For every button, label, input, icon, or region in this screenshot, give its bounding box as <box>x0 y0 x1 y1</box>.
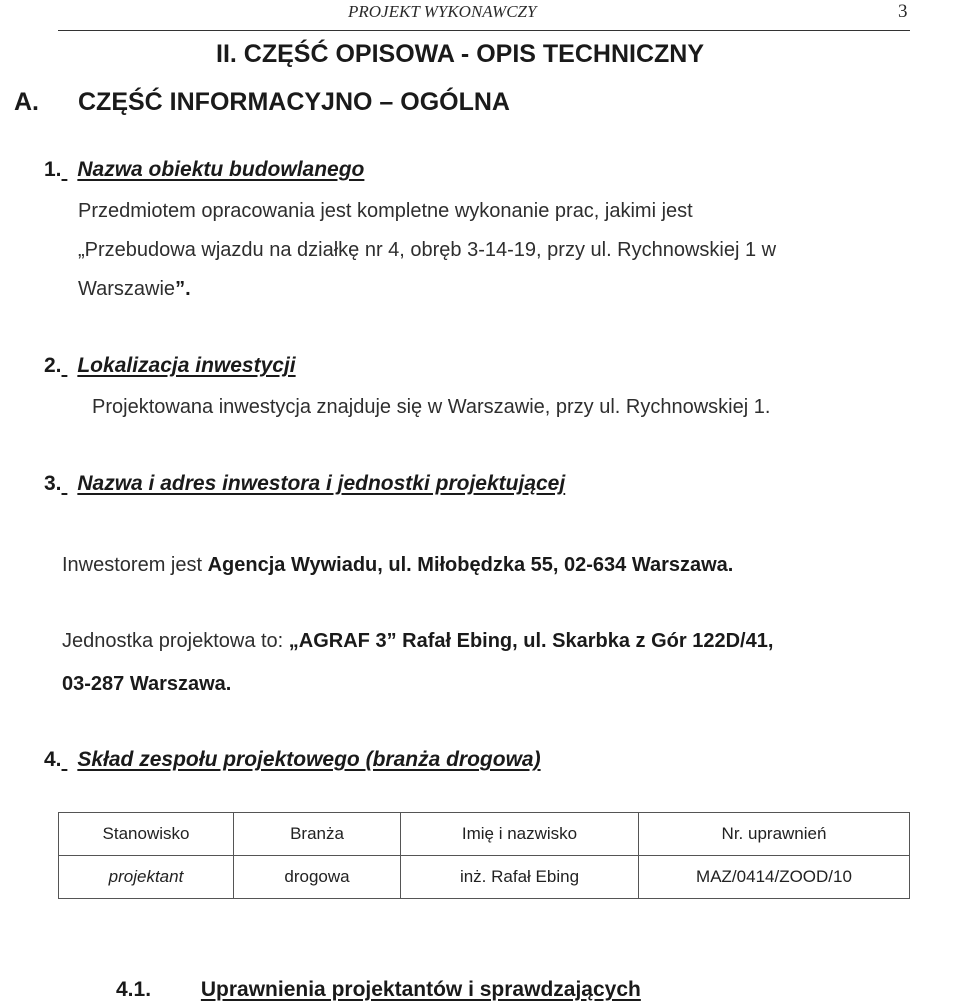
part-title: II. CZĘŚĆ OPISOWA - OPIS TECHNICZNY <box>216 40 705 68</box>
section-1-number: 1. <box>44 158 62 181</box>
section-1-heading <box>44 158 364 182</box>
table-cell-position: projektant <box>59 856 234 899</box>
design-team-table <box>58 812 910 899</box>
section-2-title: Lokalizacja inwestycji <box>77 354 296 377</box>
investor-name: Agencja Wywiadu, ul. Miłobędzka 55, 02-634 Warszawa. <box>207 554 734 576</box>
section-1-line-2: „Przebudowa wjazdu na działkę nr 4, obręb 3-14-19, przy ul. Rychnowskiej 1 w <box>78 239 777 261</box>
table-cell-name: inż. Rafał Ebing <box>401 856 639 899</box>
table-header-row <box>59 813 910 856</box>
table-header-cell: Nr. uprawnień <box>639 813 910 856</box>
section-4-1-title: Uprawnienia projektantów i sprawdzających <box>200 978 641 1001</box>
section-4-title: Skład zespołu projektowego (branża drogowa) <box>77 748 541 771</box>
section-2-text: Projektowana inwestycja znajduje się w Warszawie, przy ul. Rychnowskiej 1. <box>92 396 771 418</box>
investor-line <box>62 554 733 577</box>
table-header-cell: Stanowisko <box>59 813 234 856</box>
section-4-1-number: 4.1. <box>116 978 152 1001</box>
table-header-cell: Branża <box>234 813 401 856</box>
section-4-heading <box>44 748 541 772</box>
header-rule <box>58 30 910 31</box>
section-3-number: 3. <box>44 472 62 495</box>
table-header-cell: Imię i nazwisko <box>401 813 639 856</box>
design-unit-line <box>62 630 773 653</box>
section-2-heading <box>44 354 296 378</box>
section-3-title: Nazwa i adres inwestora i jednostki projektującej <box>77 472 566 495</box>
section-a-title: CZĘŚĆ INFORMACYJNO – OGÓLNA <box>78 88 510 116</box>
document-header-title: PROJEKT WYKONAWCZY <box>348 2 537 21</box>
page-number: 3 <box>898 1 908 22</box>
section-a-letter: A. <box>14 88 39 116</box>
section-1-line-3 <box>78 278 191 301</box>
section-1-line-3-end: ”. <box>175 278 191 300</box>
section-1-line-3-text: Warszawie <box>78 278 176 300</box>
section-1-line-1: Przedmiotem opracowania jest kompletne wykonanie prac, jakimi jest <box>78 200 693 222</box>
table-cell-discipline: drogowa <box>234 856 401 899</box>
section-1-title: Nazwa obiektu budowlanego <box>77 158 365 181</box>
table-row <box>59 856 910 899</box>
table-cell-license: MAZ/0414/ZOOD/10 <box>639 856 910 899</box>
design-unit-prefix: Jednostka projektowa to: <box>62 630 289 652</box>
section-2-number: 2. <box>44 354 62 377</box>
section-4-1-heading <box>116 978 641 1002</box>
design-unit-address: 03-287 Warszawa. <box>62 673 232 695</box>
section-4-number: 4. <box>44 748 62 771</box>
design-unit-name: „AGRAF 3” Rafał Ebing, ul. Skarbka z Gór 122D/41, <box>288 630 774 652</box>
investor-prefix: Inwestorem jest <box>62 554 208 576</box>
section-3-heading <box>44 472 565 496</box>
